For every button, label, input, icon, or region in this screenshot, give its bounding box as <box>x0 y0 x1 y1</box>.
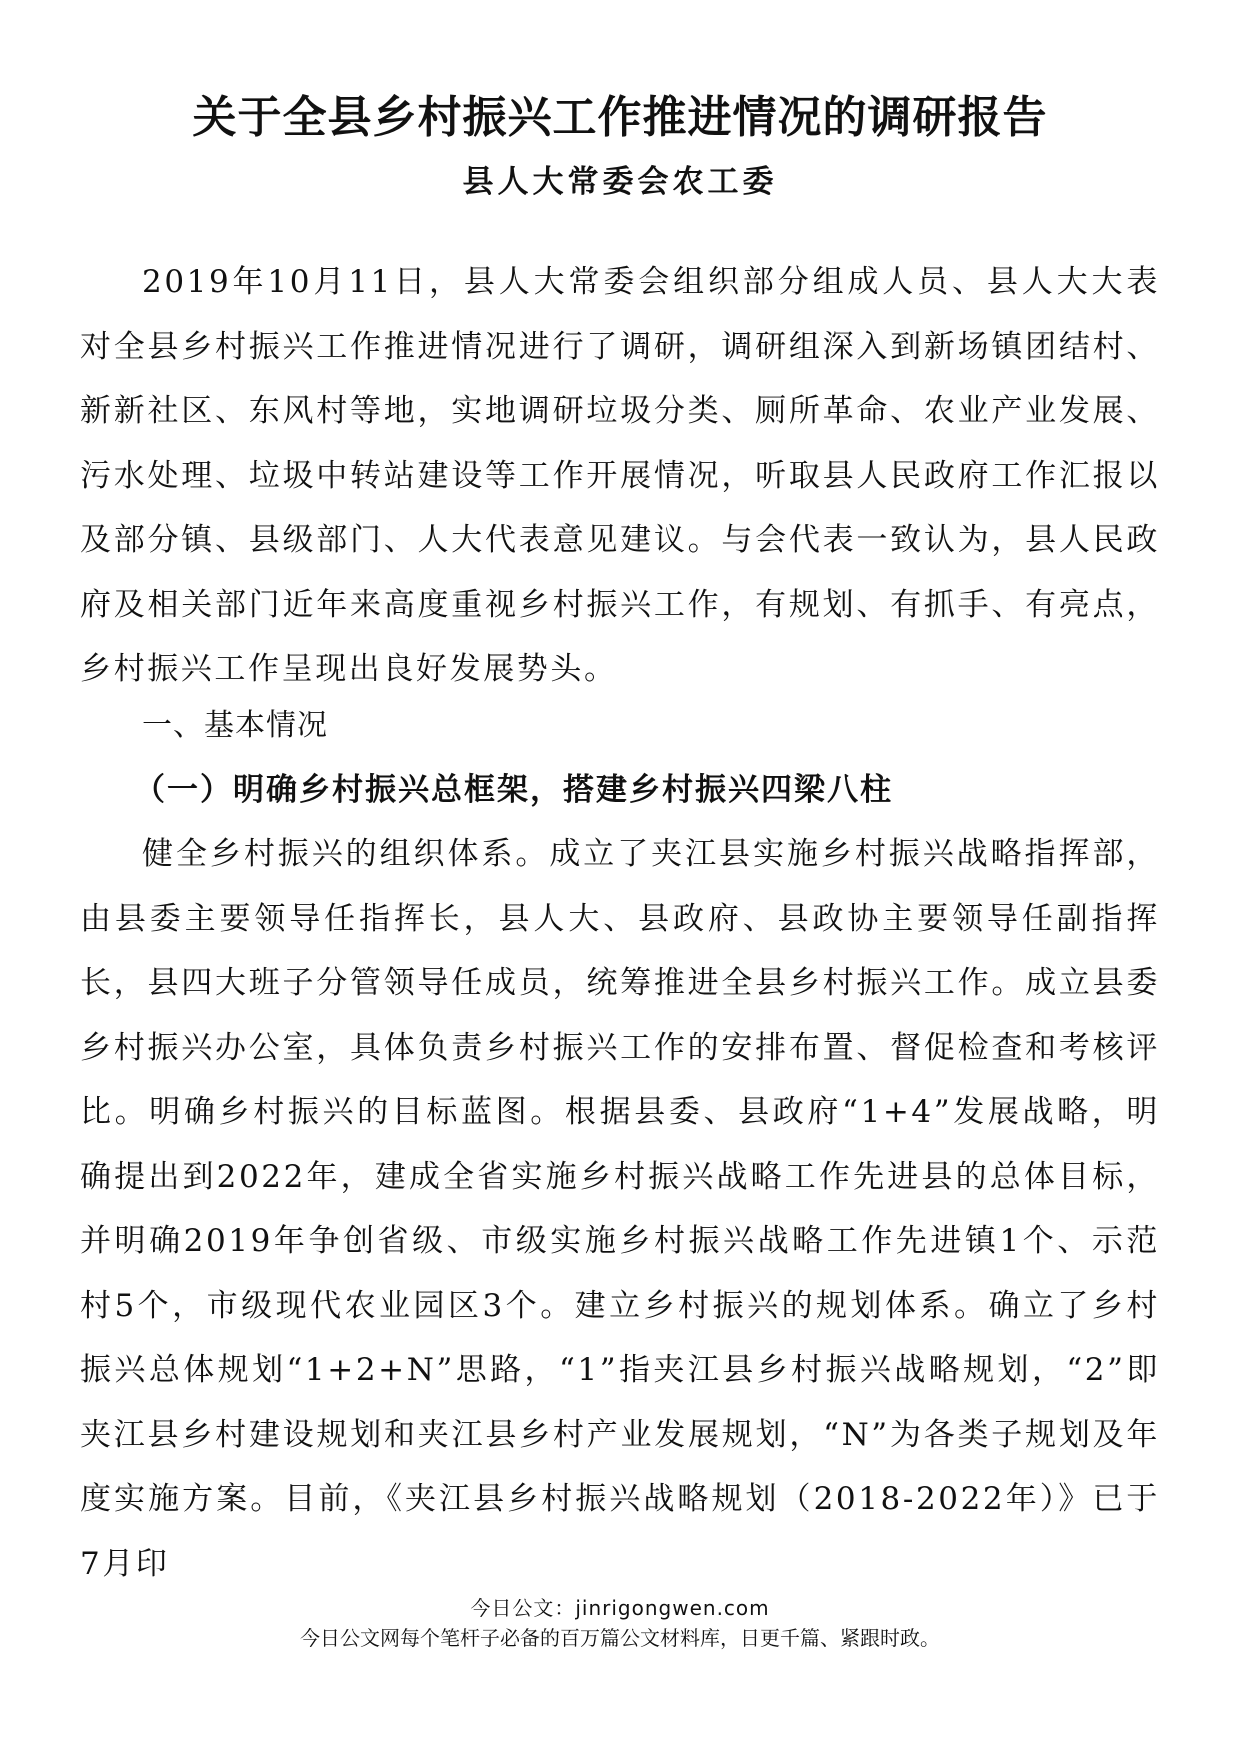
footer-slogan: 今日公文网每个笔杆子必备的百万篇公文材料库，日更千篇、紧跟时政。 <box>300 1626 940 1650</box>
footer-site-link[interactable]: 今日公文：jinrigongwen.com <box>470 1596 770 1620</box>
intro-paragraph: 2019年10月11日，县人大常委会组织部分组成人员、县人大大表对全县乡村振兴工作推进情况进行了调研，调研组深入到新场镇团结村、新新社区、东风村等地，实地调研垃圾分类、厕所革命、农业产业发展、污水处理、垃圾中转站建设等工作开展情况，听取县人民政府工作汇报以及部分镇、县级部门、人大代表意见建议。与会代表一致认为，县人民政府及相关部门近年来高度重视乡村振兴工作，有规划、有抓手、有亮点，乡村振兴工作呈现出良好发展势头。 <box>80 264 1160 687</box>
body-paragraph: 健全乡村振兴的组织体系。成立了夹江县实施乡村振兴战略指挥部，由县委主要领导任指挥长，县人大、县政府、县政协主要领导任副指挥长，县四大班子分管领导任成员，统筹推进全县乡村振兴工作。成立县委乡村振兴办公室，具体负责乡村振兴工作的安排布置、督促检查和考核评比。明确乡村振兴的目标蓝图。根据县委、县政府“1+4”发展战略，明确提出到2022年，建成全省实施乡村振兴战略工作先进县的总体目标，并明确2019年争创省级、市级实施乡村振兴战略工作先进镇1个、示范村5个，市级现代农业园区3个。建立乡村振兴的规划体系。确立了乡村振兴总体规划“1+2+N”思路，“1”指夹江县乡村振兴战略规划，“2”即夹江县乡村建设规划和夹江县乡村产业发展规划，“N”为各类子规划及年度实施方案。目前，《夹江县乡村振兴战略规划（2018-2022年）》已于7月印 <box>80 836 1160 1582</box>
section-heading: 一、基本情况 <box>142 708 328 743</box>
document-title: 关于全县乡村振兴工作推进情况的调研报告 <box>192 92 1048 143</box>
document-author: 县人大常委会农工委 <box>462 164 778 200</box>
subsection-heading: （一）明确乡村振兴总框架，搭建乡村振兴四梁八柱 <box>134 772 893 808</box>
